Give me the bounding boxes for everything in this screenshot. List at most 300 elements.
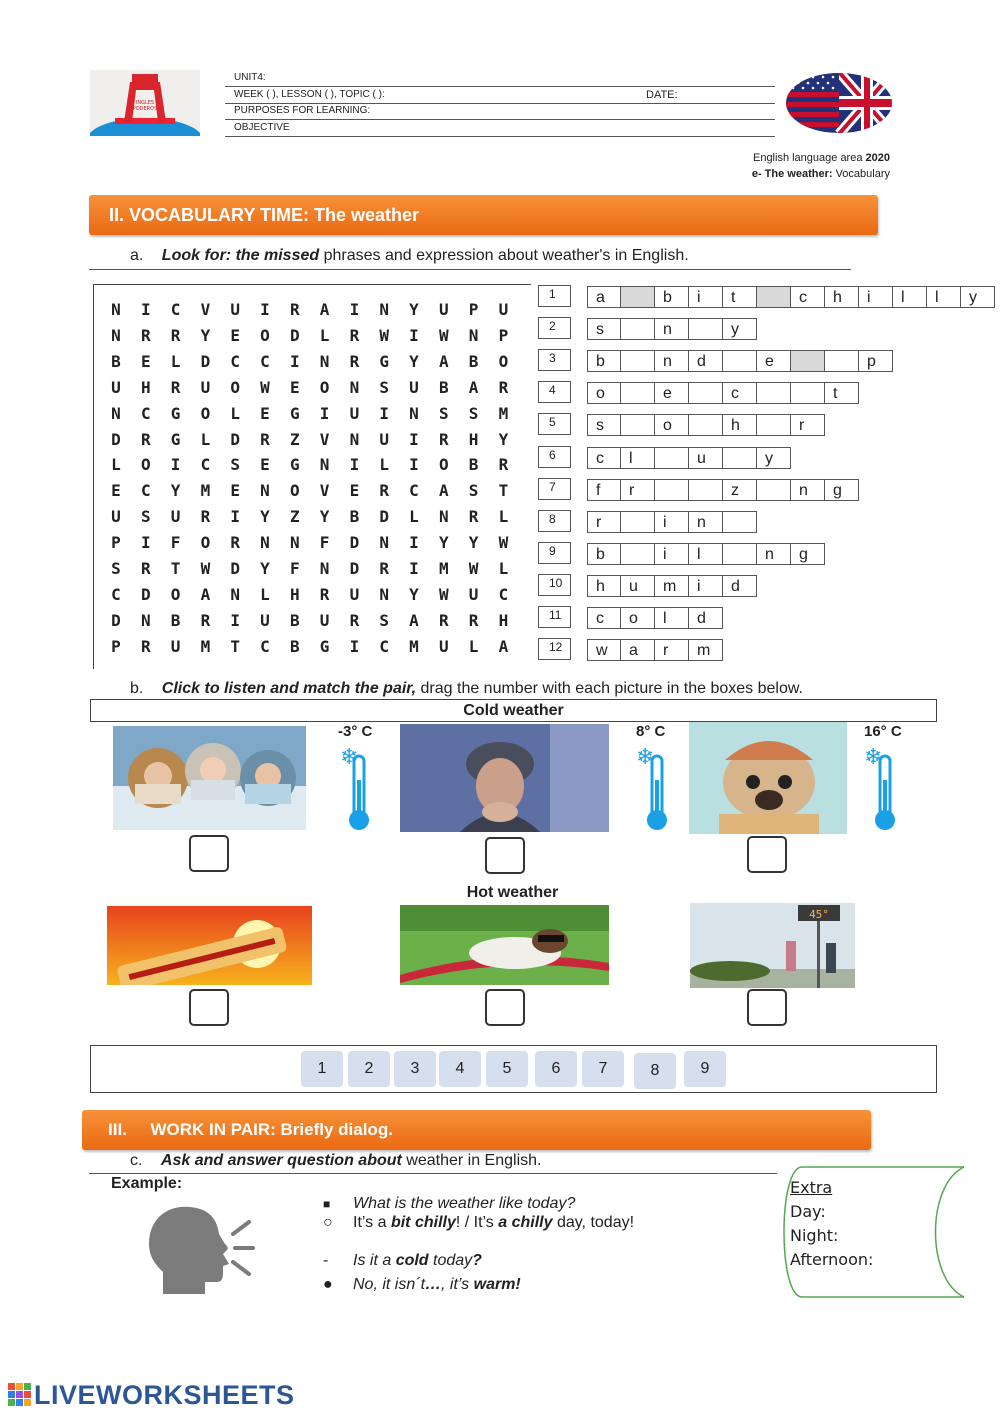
cold-photo-friends <box>113 726 306 830</box>
word-search-letter[interactable]: Y <box>200 325 211 345</box>
hot-photo-dog-hammock <box>400 905 609 985</box>
answer-letter-cell[interactable] <box>689 318 723 340</box>
dialog-q2-post: today <box>428 1252 473 1269</box>
answer-number: 11 <box>538 606 571 628</box>
word-search-letter[interactable]: I <box>379 403 389 423</box>
answer-letter-cell[interactable] <box>723 350 757 372</box>
word-search-letter[interactable]: N <box>111 300 121 319</box>
word-search-letter[interactable]: O <box>260 325 270 345</box>
word-search-letter[interactable]: C <box>200 455 211 475</box>
answer-letter-cell[interactable] <box>621 543 655 565</box>
word-search-letter[interactable]: U <box>200 377 211 397</box>
word-search-letter[interactable]: W <box>468 559 479 578</box>
answer-number: 4 <box>538 381 571 403</box>
number-tile[interactable]: 6 <box>535 1051 577 1087</box>
uk-flag-image <box>785 72 893 134</box>
word-search-letter[interactable]: R <box>438 610 449 630</box>
word-search-letter[interactable]: M <box>200 481 211 501</box>
topic-line <box>752 168 890 180</box>
word-search-letter[interactable]: A <box>498 636 509 656</box>
word-search-letter[interactable]: R <box>200 610 211 630</box>
word-search-letter[interactable]: W <box>379 325 389 345</box>
instruction-b <box>130 680 803 698</box>
word-search-letter[interactable]: I <box>230 507 240 527</box>
word-search-letter[interactable]: C <box>260 636 270 656</box>
word-search-letter[interactable]: N <box>319 559 330 578</box>
word-search-letter[interactable]: Y <box>170 481 181 501</box>
answer-letter-cell[interactable] <box>689 414 723 436</box>
word-search-letter[interactable]: R <box>260 429 270 449</box>
answer-letter-cell[interactable] <box>689 382 723 404</box>
answer-letter-cell[interactable] <box>723 511 757 533</box>
word-search-letter[interactable]: T <box>230 636 240 656</box>
word-search-letter[interactable]: P <box>111 533 121 553</box>
word-search-letter[interactable]: A <box>200 584 211 604</box>
word-search-letter[interactable]: P <box>498 325 509 345</box>
word-search-letter[interactable]: L <box>111 455 121 475</box>
number-tile[interactable]: 5 <box>486 1051 528 1087</box>
word-search-letter[interactable]: N <box>260 481 270 501</box>
word-search-letter[interactable]: R <box>140 429 151 449</box>
word-search-letter[interactable]: V <box>319 429 330 449</box>
example-label: Example: <box>111 1175 183 1192</box>
word-search-letter[interactable]: L <box>230 403 240 423</box>
word-search-letter[interactable]: F <box>289 559 300 578</box>
word-search-letter[interactable]: O <box>140 455 151 475</box>
word-search-letter[interactable]: S <box>438 403 449 423</box>
answer-letter-cell: u <box>689 447 723 469</box>
word-search-letter[interactable]: P <box>111 636 121 656</box>
word-search-letter[interactable]: M <box>498 403 509 423</box>
word-search-letter[interactable]: F <box>170 533 181 553</box>
word-search-letter[interactable]: R <box>200 507 211 527</box>
word-search-letter[interactable]: U <box>349 403 360 423</box>
answer-letter-cell[interactable] <box>621 350 655 372</box>
word-search-letter[interactable]: I <box>409 325 419 345</box>
word-search-letter[interactable]: I <box>409 429 419 449</box>
word-search-letter[interactable]: E <box>260 403 270 423</box>
word-search-letter[interactable]: A <box>319 300 330 319</box>
word-search-letter[interactable]: E <box>349 481 360 501</box>
word-search-letter[interactable]: N <box>319 455 330 475</box>
word-search-letter[interactable]: U <box>170 636 181 656</box>
word-search-letter[interactable]: A <box>409 610 419 630</box>
word-search-letter[interactable]: D <box>200 351 211 371</box>
word-search-letter[interactable]: I <box>349 455 360 475</box>
word-search-letter[interactable]: U <box>468 584 479 604</box>
answer-letter-cell: l <box>689 543 723 565</box>
answer-letter-cell: c <box>791 286 825 308</box>
word-search-letter[interactable]: D <box>349 559 360 578</box>
word-search-letter[interactable]: I <box>289 351 300 371</box>
number-tile[interactable]: 1 <box>301 1051 343 1087</box>
word-search-letter[interactable]: S <box>230 455 240 475</box>
number-tile[interactable]: 2 <box>348 1051 390 1087</box>
word-search-letter[interactable]: R <box>170 325 181 345</box>
word-search-letter[interactable]: U <box>111 507 121 527</box>
word-search-letter[interactable]: D <box>349 533 360 553</box>
word-search-letter[interactable]: H <box>140 377 151 397</box>
area-year: 2020 <box>865 152 890 164</box>
word-search-letter[interactable]: Y <box>260 559 270 578</box>
word-search-letter[interactable]: L <box>498 559 509 578</box>
answer-letter-cell[interactable] <box>621 318 655 340</box>
word-search-letter[interactable]: Y <box>498 429 509 449</box>
word-search-letter[interactable]: N <box>349 429 360 449</box>
word-search-letter[interactable]: L <box>319 325 330 345</box>
answer-letter-cell: i <box>655 511 689 533</box>
word-search-letter[interactable]: S <box>379 377 389 397</box>
word-search-letter[interactable]: W <box>438 584 449 604</box>
word-search-letter[interactable]: I <box>319 403 330 423</box>
drop-box-hot-2[interactable] <box>485 989 525 1026</box>
number-tile[interactable]: 7 <box>582 1051 624 1087</box>
objective-line <box>225 120 775 137</box>
word-search-letter[interactable]: C <box>409 481 419 501</box>
word-search-panel <box>93 284 531 669</box>
answer-letter-cell[interactable] <box>621 414 655 436</box>
instruction-b-bold: Click to listen and match the pair, <box>161 680 417 697</box>
week-line <box>225 87 775 104</box>
word-search-letter[interactable]: H <box>498 610 509 630</box>
word-search-letter[interactable]: G <box>379 351 389 371</box>
answer-letter-cell: i <box>689 286 723 308</box>
word-search-letter[interactable]: R <box>498 377 509 397</box>
word-search-letter[interactable]: N <box>289 533 300 553</box>
word-search-letter[interactable]: B <box>170 610 181 630</box>
word-search-letter[interactable]: T <box>170 559 181 578</box>
answer-letter-cell[interactable] <box>723 447 757 469</box>
word-search-letter[interactable]: Y <box>409 584 419 604</box>
drop-box-cold-2[interactable] <box>485 837 525 874</box>
word-search-letter[interactable]: M <box>438 559 449 578</box>
word-search-letter[interactable]: O <box>498 351 509 371</box>
drop-box-hot-3[interactable] <box>747 989 787 1026</box>
word-search-letter[interactable]: W <box>200 559 211 578</box>
number-tile[interactable]: 9 <box>684 1051 726 1087</box>
dialog-a2-mid: , it’s <box>441 1276 474 1293</box>
divider <box>89 269 851 270</box>
extra-afternoon: Afternoon: <box>790 1250 874 1269</box>
word-search-letter[interactable]: G <box>170 403 181 423</box>
word-search-letter[interactable]: U <box>379 429 389 449</box>
word-search-letter[interactable]: D <box>230 559 240 578</box>
word-search-letter[interactable]: B <box>438 377 449 397</box>
word-search-letter[interactable]: O <box>170 584 181 604</box>
dialog-a1-bold1: bit chilly <box>390 1214 456 1231</box>
answer-letter-cell: n <box>689 511 723 533</box>
word-search-letter[interactable]: R <box>468 507 479 527</box>
dialog-a1-pre: It’s a <box>353 1214 391 1231</box>
word-search-letter[interactable]: R <box>140 636 151 656</box>
instruction-a <box>130 247 689 265</box>
dialog-q2-bold: cold <box>395 1252 429 1269</box>
word-search-letter[interactable]: A <box>438 481 449 501</box>
divider <box>89 1173 777 1174</box>
word-search-letter[interactable]: M <box>409 636 419 656</box>
word-search-letter[interactable]: I <box>409 533 419 553</box>
extra-title: Extra <box>790 1178 833 1197</box>
answer-letter-cell: r <box>655 639 689 661</box>
word-search-letter[interactable]: I <box>140 533 151 553</box>
word-search-letter[interactable]: L <box>409 507 419 527</box>
answer-letter-cell[interactable] <box>689 479 723 501</box>
answer-row <box>587 286 995 309</box>
word-search-letter[interactable]: F <box>319 533 330 553</box>
dialog-a2: ● No, it isn´t…, it’s warm! <box>323 1276 521 1293</box>
word-search-letter[interactable]: I <box>170 455 181 475</box>
extra-night: Night: <box>790 1226 839 1245</box>
word-search-letter[interactable]: L <box>200 429 211 449</box>
word-search-letter[interactable]: O <box>200 403 211 423</box>
answer-letter-cell: b <box>587 543 621 565</box>
word-search-letter[interactable]: R <box>230 533 240 553</box>
word-search-letter[interactable]: N <box>260 533 270 553</box>
word-search-grid[interactable] <box>106 300 518 656</box>
word-search-letter[interactable]: H <box>468 429 479 449</box>
answer-row <box>587 414 825 437</box>
word-search-letter[interactable]: L <box>260 584 270 604</box>
liveworksheets-logo-icon <box>8 1383 32 1412</box>
word-search-letter[interactable]: N <box>438 507 449 527</box>
answer-letter-cell: a <box>621 639 655 661</box>
answer-letter-cell[interactable] <box>757 479 791 501</box>
word-search-letter[interactable]: Y <box>409 351 419 371</box>
drop-box-hot-1[interactable] <box>189 989 229 1026</box>
word-search-letter[interactable]: U <box>409 377 419 397</box>
word-search-letter[interactable]: N <box>379 533 389 553</box>
instruction-c-bold: Ask and answer question about <box>160 1152 402 1169</box>
word-search-letter[interactable]: T <box>498 481 509 501</box>
word-search-letter[interactable]: B <box>468 351 479 371</box>
answer-letter-cell: r <box>791 414 825 436</box>
word-search-letter[interactable]: U <box>170 507 181 527</box>
word-search-letter[interactable]: D <box>230 429 240 449</box>
word-search-letter[interactable]: Y <box>260 507 270 527</box>
instruction-c <box>130 1152 541 1170</box>
drop-box-cold-1[interactable] <box>189 835 229 872</box>
answer-letter-cell: n <box>655 350 689 372</box>
number-tile[interactable]: 4 <box>439 1051 481 1087</box>
word-search-letter[interactable]: I <box>349 636 360 656</box>
word-search-letter[interactable]: B <box>111 351 121 371</box>
word-search-letter[interactable]: N <box>409 403 419 423</box>
word-search-letter[interactable]: U <box>349 584 360 604</box>
word-search-letter[interactable]: I <box>349 300 360 319</box>
dialog-a1-mid: ! / It’s <box>455 1214 499 1231</box>
word-search-letter[interactable]: Z <box>289 507 300 527</box>
cold-photo-pug <box>689 722 847 834</box>
answer-letter-cell[interactable] <box>621 382 655 404</box>
word-search-letter[interactable]: O <box>289 481 300 501</box>
word-search-letter[interactable]: I <box>230 610 240 630</box>
answer-number: 2 <box>538 317 571 339</box>
word-search-letter[interactable]: A <box>438 351 449 371</box>
word-search-letter[interactable]: N <box>349 377 360 397</box>
word-search-letter[interactable]: R <box>140 325 151 345</box>
word-search-letter[interactable]: D <box>111 610 121 630</box>
word-search-letter[interactable]: R <box>349 351 360 371</box>
word-search-letter[interactable]: I <box>409 455 419 475</box>
word-search-letter[interactable]: W <box>498 533 509 553</box>
word-search-letter[interactable]: E <box>140 351 151 371</box>
answer-letter-cell[interactable] <box>757 382 791 404</box>
answer-letter-cell: m <box>655 575 689 597</box>
word-search-letter[interactable]: E <box>289 377 300 397</box>
word-search-letter[interactable]: M <box>200 636 211 656</box>
answer-letter-cell[interactable] <box>621 511 655 533</box>
word-search-letter[interactable]: G <box>319 636 330 656</box>
instruction-c-text: weather in English. <box>401 1152 542 1169</box>
answer-number: 10 <box>538 574 571 596</box>
word-search-letter[interactable]: L <box>498 507 509 527</box>
dialog-a1-bold2: a chilly <box>498 1214 553 1231</box>
word-search-letter[interactable]: D <box>289 325 300 345</box>
number-tile[interactable]: 8 <box>634 1053 676 1089</box>
answer-letter-cell[interactable] <box>757 414 791 436</box>
word-search-letter[interactable]: E <box>230 481 240 501</box>
answer-row <box>587 543 825 566</box>
word-search-letter[interactable]: V <box>200 300 211 319</box>
word-search-letter[interactable]: I <box>260 300 270 319</box>
word-search-letter[interactable]: B <box>289 610 300 630</box>
word-search-letter[interactable]: U <box>230 300 240 319</box>
word-search-letter[interactable]: G <box>289 455 300 475</box>
dialog-q2: - Is it a cold today? <box>323 1252 482 1269</box>
word-search-letter[interactable]: C <box>230 351 240 371</box>
word-search-letter[interactable]: G <box>170 429 181 449</box>
word-search-letter[interactable]: L <box>468 636 479 656</box>
word-search-letter[interactable]: O <box>200 533 211 553</box>
word-search-letter[interactable]: N <box>379 300 389 319</box>
dialog-q2-mark: ? <box>472 1252 482 1269</box>
word-search-letter[interactable]: S <box>379 610 389 630</box>
word-search-letter[interactable]: R <box>349 610 360 630</box>
word-search-letter[interactable]: S <box>111 559 121 578</box>
word-search-letter[interactable]: R <box>468 610 479 630</box>
number-tile[interactable]: 3 <box>394 1051 436 1087</box>
answer-letter-cell: h <box>723 414 757 436</box>
word-search-letter[interactable]: R <box>140 559 151 578</box>
word-search-letter[interactable]: S <box>468 481 479 501</box>
word-search-letter[interactable]: Y <box>409 300 419 319</box>
word-search-letter[interactable]: R <box>438 429 449 449</box>
word-search-letter[interactable]: R <box>170 377 181 397</box>
word-search-letter[interactable]: I <box>409 559 419 578</box>
word-search-letter[interactable]: L <box>170 351 181 371</box>
hot-photo-street-sign <box>690 903 855 988</box>
word-search-letter[interactable]: A <box>468 377 479 397</box>
answer-letter-cell: t <box>825 382 859 404</box>
word-search-letter[interactable]: U <box>319 610 330 630</box>
word-search-letter[interactable]: H <box>289 584 300 604</box>
answer-letter-cell: l <box>655 607 689 629</box>
word-search-letter[interactable]: C <box>379 636 389 656</box>
word-search-letter[interactable]: N <box>468 325 479 345</box>
word-search-letter[interactable]: O <box>319 377 330 397</box>
word-search-letter[interactable]: O <box>230 377 240 397</box>
answer-letter-cell: a <box>587 286 621 308</box>
word-search-letter[interactable]: Y <box>468 533 479 553</box>
word-search-letter[interactable]: G <box>289 403 300 423</box>
word-search-letter[interactable]: U <box>438 300 449 319</box>
speaking-head-icon <box>145 1200 255 1301</box>
answer-letter-cell: o <box>655 414 689 436</box>
objective-label: OBJECTIVE <box>234 122 290 133</box>
word-search-letter[interactable]: N <box>111 325 121 345</box>
answer-letter-cell: i <box>689 575 723 597</box>
answer-letter-cell: g <box>825 479 859 501</box>
word-search-letter[interactable]: E <box>111 481 121 501</box>
word-search-letter[interactable]: S <box>140 507 151 527</box>
word-search-letter[interactable]: P <box>468 300 479 319</box>
word-search-letter[interactable]: C <box>140 481 151 501</box>
answer-row <box>587 447 791 470</box>
word-search-letter[interactable]: C <box>140 403 151 423</box>
word-search-letter[interactable]: V <box>319 481 330 501</box>
word-search-letter[interactable]: D <box>111 429 121 449</box>
word-search-letter[interactable]: B <box>289 636 300 656</box>
word-search-letter[interactable]: C <box>111 584 121 604</box>
word-search-letter[interactable]: E <box>230 325 240 345</box>
answer-letter-cell[interactable] <box>791 382 825 404</box>
word-search-letter[interactable]: N <box>319 351 330 371</box>
answer-letter-cell[interactable] <box>825 350 859 372</box>
word-search-letter[interactable]: N <box>379 584 389 604</box>
word-search-letter[interactable]: Z <box>289 429 300 449</box>
thermometer-icon <box>632 742 674 839</box>
word-search-letter[interactable]: I <box>140 300 151 319</box>
word-search-letter[interactable]: U <box>111 377 121 397</box>
word-search-letter[interactable]: N <box>111 403 121 423</box>
word-search-letter[interactable]: B <box>468 455 479 475</box>
instruction-a-bold: Look for: the missed <box>161 247 320 264</box>
word-search-letter[interactable]: R <box>379 559 389 578</box>
answer-row <box>587 318 757 341</box>
answer-letter-cell[interactable] <box>655 447 689 469</box>
word-search-letter[interactable]: R <box>379 481 389 501</box>
word-search-letter[interactable]: U <box>438 636 449 656</box>
word-search-letter[interactable]: C <box>498 584 509 604</box>
word-search-letter[interactable]: R <box>498 455 509 475</box>
answer-letter-cell[interactable] <box>723 543 757 565</box>
word-search-letter[interactable]: U <box>260 610 270 630</box>
word-search-letter[interactable]: R <box>289 300 300 319</box>
word-search-letter[interactable]: B <box>349 507 360 527</box>
word-search-letter[interactable]: U <box>498 300 509 319</box>
word-search-letter[interactable]: N <box>140 610 151 630</box>
word-search-letter[interactable]: S <box>468 403 479 423</box>
svg-text:❄: ❄ <box>340 745 359 770</box>
word-search-letter[interactable]: W <box>260 377 270 397</box>
word-search-letter[interactable]: D <box>379 507 389 527</box>
word-search-letter[interactable]: W <box>438 325 449 345</box>
word-search-letter[interactable]: R <box>319 584 330 604</box>
word-search-letter[interactable]: C <box>260 351 270 371</box>
word-search-letter[interactable]: C <box>170 300 181 319</box>
drop-box-cold-3[interactable] <box>747 836 787 873</box>
cold-photo-man <box>400 724 609 832</box>
word-search-letter[interactable]: O <box>438 455 449 475</box>
word-search-letter[interactable]: R <box>349 325 360 345</box>
word-search-letter[interactable]: Y <box>438 533 449 553</box>
word-search-letter[interactable]: N <box>230 584 240 604</box>
word-search-letter[interactable]: L <box>379 455 389 475</box>
word-search-letter[interactable]: E <box>260 455 270 475</box>
answer-letter-cell[interactable] <box>655 479 689 501</box>
word-search-letter[interactable]: D <box>140 584 151 604</box>
word-search-letter[interactable]: Y <box>319 507 330 527</box>
